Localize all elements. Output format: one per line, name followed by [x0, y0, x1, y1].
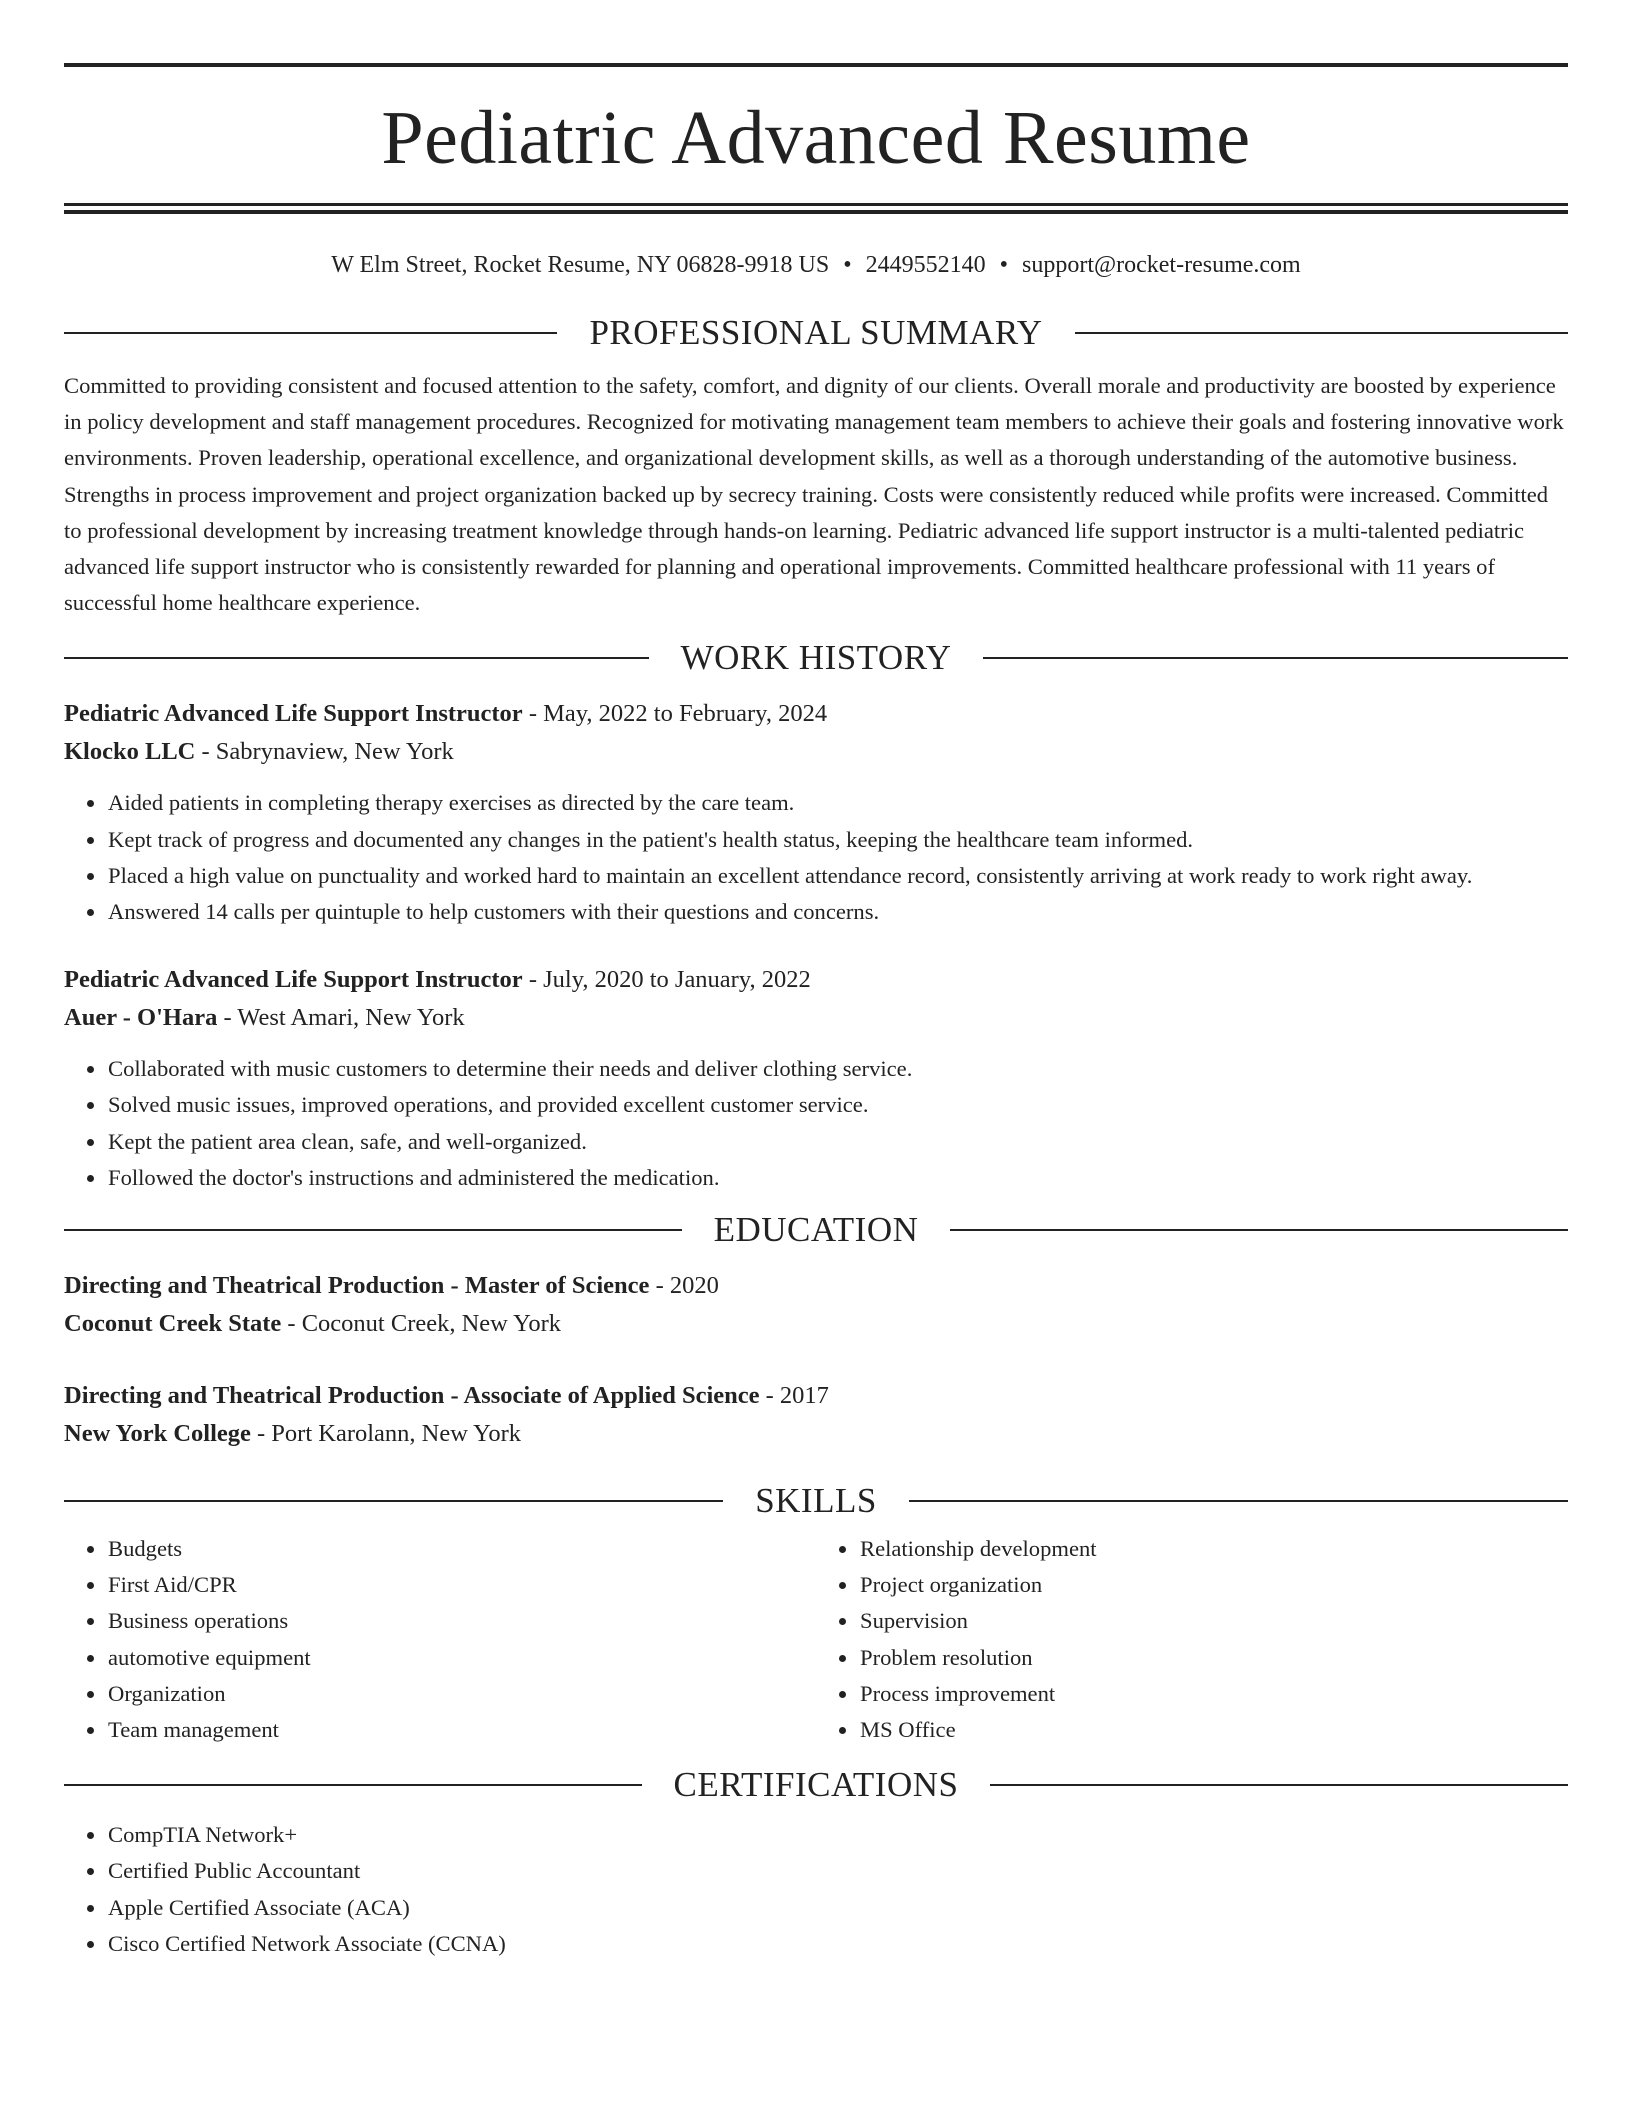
school: Coconut Creek State — [64, 1310, 282, 1338]
contact-email[interactable]: support@rocket-resume.com — [1022, 252, 1301, 278]
job-title-line — [64, 961, 1568, 999]
skill-item: • Organization — [107, 1676, 816, 1712]
skill-item: • Relationship development — [859, 1531, 1568, 1567]
skill-item: • Team management — [107, 1712, 816, 1748]
education-heading-label: EDUCATION — [713, 1210, 919, 1250]
skill-item: • Business operations — [107, 1603, 816, 1639]
list-item: • Kept track of progress and documented any changes in the patient's health status, keeping the healthcare team informed. — [107, 822, 1568, 858]
contact-separator: • — [843, 252, 852, 278]
contact-address: W Elm Street, Rocket Resume, NY 06828-9918 US — [331, 252, 830, 278]
degree-line — [64, 1377, 1568, 1415]
education-heading — [64, 1208, 1568, 1252]
degree-year: - 2017 — [759, 1382, 829, 1410]
heading-rule-left — [64, 1784, 642, 1786]
certifications-list — [64, 1817, 1568, 1962]
list-item: • Placed a high value on punctuality and worked hard to maintain an excellent attendance record, consistently arriving at work ready to work right away. — [107, 858, 1568, 894]
job-dates: - July, 2020 to January, 2022 — [522, 966, 811, 994]
certification-item: • Certified Public Accountant — [107, 1853, 1568, 1889]
job-company: Auer - O'Hara — [64, 1004, 218, 1032]
heading-rule-right — [950, 1229, 1568, 1231]
school-line — [64, 1415, 1568, 1453]
list-item: • Answered 14 calls per quintuple to help customers with their questions and concerns. — [107, 894, 1568, 930]
summary-heading-label: PROFESSIONAL SUMMARY — [589, 313, 1043, 352]
job-duties-list — [64, 785, 1568, 930]
skill-item: • Budgets — [107, 1531, 816, 1567]
heading-rule-left — [64, 1500, 723, 1502]
skills-heading — [64, 1479, 1568, 1523]
skill-item: • Project organization — [859, 1567, 1568, 1603]
heading-rule-right — [983, 657, 1568, 659]
degree-year: - 2020 — [649, 1272, 719, 1300]
skills-heading-label: SKILLS — [755, 1481, 877, 1521]
education-entry — [64, 1377, 1568, 1453]
summary-text: Committed to providing consistent and focused attention to the safety, comfort, and dignity of our clients. Overall morale and productivity are boosted by experience in policy development and staff management procedures. Recognized for motivating management team members to achieve their goals and fostering innovative work environments. Proven leadership, operational excellence, and organizational development skills, as well as a thorough understanding of the automotive business. Strengths in process improvement and project organization backed up by secrecy training. Costs were consistently reduced while profits were increased. Committed to professional development by increasing treatment knowledge through hands-on learning. Pediatric advanced life support instructor is a multi-talented pediatric advanced life support instructor who is consistently rewarded for planning and operational improvements. Committed healthcare professional with 11 years of successful home healthcare experience. — [64, 373, 1564, 616]
certification-item: • CompTIA Network+ — [107, 1817, 1568, 1853]
skill-item: • Problem resolution — [859, 1640, 1568, 1676]
heading-rule-left — [64, 332, 557, 334]
skills-grid — [64, 1531, 1568, 1748]
heading-rule-right — [909, 1500, 1568, 1502]
skills-list-left — [64, 1531, 816, 1748]
skills-list-right — [816, 1531, 1568, 1748]
job-entry — [64, 695, 1568, 930]
education-entry — [64, 1267, 1568, 1343]
list-item: • Kept the patient area clean, safe, and well-organized. — [107, 1124, 1568, 1160]
list-item: • Aided patients in completing therapy exercises as directed by the care team. — [107, 785, 1568, 821]
list-item: • Collaborated with music customers to determine their needs and deliver clothing service. — [107, 1051, 1568, 1087]
resume-name: Pediatric Advanced Resume — [381, 96, 1251, 180]
degree: Directing and Theatrical Production - Master of Science — [64, 1272, 650, 1300]
job-dates: - May, 2022 to February, 2024 — [522, 700, 828, 728]
contact-separator: • — [999, 252, 1009, 278]
heading-rule-right — [990, 1784, 1568, 1786]
heading-rule-left — [64, 657, 649, 659]
certification-item: • Apple Certified Associate (ACA) — [107, 1890, 1568, 1926]
work-history-heading — [64, 636, 1568, 680]
skill-item: • Process improvement — [859, 1676, 1568, 1712]
school-location: - Coconut Creek, New York — [281, 1310, 561, 1338]
double-rule — [64, 203, 1568, 214]
work-history-heading-label: WORK HISTORY — [680, 638, 952, 678]
school-line — [64, 1305, 1568, 1343]
certifications-heading — [64, 1763, 1568, 1807]
list-item: • Followed the doctor's instructions and administered the medication. — [107, 1160, 1568, 1196]
job-company-line — [64, 999, 1568, 1037]
list-item: • Solved music issues, improved operations, and provided excellent customer service. — [107, 1087, 1568, 1123]
school-location: - Port Karolann, New York — [250, 1420, 522, 1448]
skill-item: • automotive equipment — [107, 1640, 816, 1676]
contact-phone[interactable]: 2449552140 — [865, 252, 986, 278]
skill-item: • Supervision — [859, 1603, 1568, 1639]
contact-line — [64, 249, 1568, 281]
job-location: - West Amari, New York — [217, 1004, 465, 1032]
school: New York College — [64, 1420, 251, 1448]
job-entry — [64, 961, 1568, 1196]
certification-item: • Cisco Certified Network Associate (CCNA) — [107, 1926, 1568, 1962]
skill-item: • MS Office — [859, 1712, 1568, 1748]
skill-item: • First Aid/CPR — [107, 1567, 816, 1603]
heading-rule-left — [64, 1229, 682, 1231]
job-location: - Sabrynaview, New York — [195, 738, 454, 766]
summary-heading — [64, 311, 1568, 355]
job-duties-list — [64, 1051, 1568, 1196]
heading-rule-right — [1075, 332, 1568, 334]
job-title: Pediatric Advanced Life Support Instructor — [64, 700, 523, 728]
certifications-heading-label: CERTIFICATIONS — [673, 1765, 959, 1805]
degree-line — [64, 1267, 1568, 1305]
job-company-line — [64, 733, 1568, 771]
job-title-line — [64, 695, 1568, 733]
degree: Directing and Theatrical Production - Associate of Applied Science — [64, 1382, 760, 1410]
job-title: Pediatric Advanced Life Support Instructor — [64, 966, 523, 994]
job-company: Klocko LLC — [64, 738, 196, 766]
